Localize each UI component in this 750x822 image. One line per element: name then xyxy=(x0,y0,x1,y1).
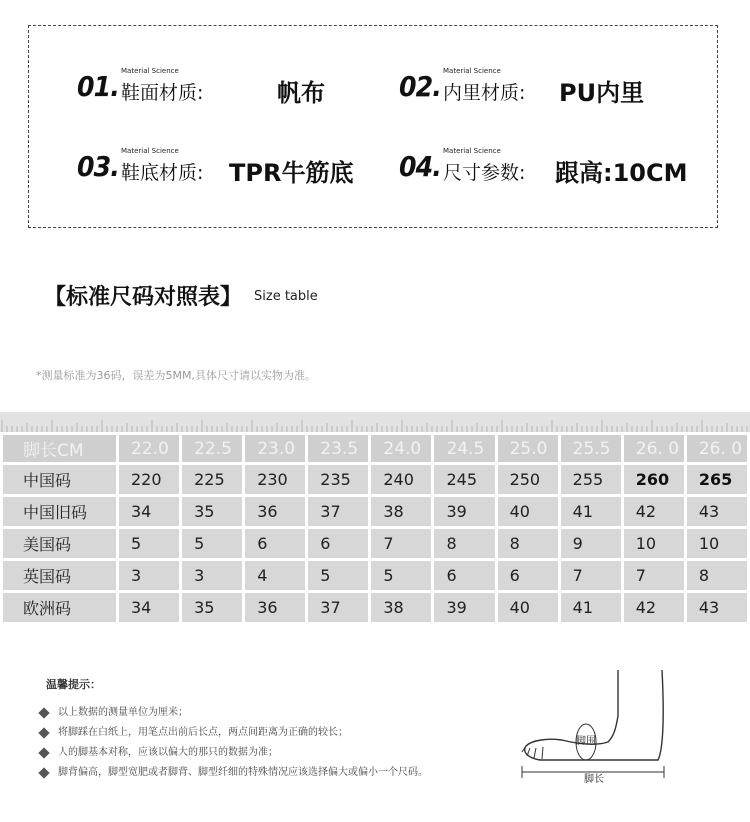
material-value: PU内里 xyxy=(559,79,645,107)
row-label: 英国码 xyxy=(3,561,116,590)
size-cell: 43 xyxy=(687,593,747,622)
size-cell: 36 xyxy=(245,497,305,526)
material-science-caption: Material Science xyxy=(443,147,501,155)
size-cell: 36 xyxy=(245,593,305,622)
material-science-caption: Material Science xyxy=(121,67,179,75)
size-cell: 39 xyxy=(434,593,494,622)
size-cell: 25.0 xyxy=(498,435,558,462)
material-label: 尺寸参数: xyxy=(443,162,526,184)
row-label: 脚长CM xyxy=(3,435,116,462)
material-number: 03. xyxy=(77,150,119,183)
size-cell: 250 xyxy=(498,465,558,494)
size-cell: 38 xyxy=(371,497,431,526)
material-number: 04. xyxy=(399,150,441,183)
size-table-row xyxy=(3,465,747,494)
material-item-size xyxy=(399,147,714,194)
material-number: 01. xyxy=(77,70,119,103)
material-value: 帆布 xyxy=(277,79,325,107)
material-science-caption: Material Science xyxy=(443,67,501,75)
size-cell: 23.0 xyxy=(245,435,305,462)
size-cell: 38 xyxy=(371,593,431,622)
size-cell: 42 xyxy=(624,497,684,526)
size-cell: 22.0 xyxy=(119,435,179,462)
material-label: 鞋面材质: xyxy=(121,82,204,104)
size-cell: 255 xyxy=(561,465,621,494)
size-cell: 10 xyxy=(624,529,684,558)
size-cell: 26. 0 xyxy=(687,435,747,462)
size-cell: 25.5 xyxy=(561,435,621,462)
size-table-title: 【标准尺码对照表】 xyxy=(44,285,243,310)
size-cell: 260 xyxy=(624,465,684,494)
material-label: 内里材质: xyxy=(443,82,526,104)
size-cell: 3 xyxy=(119,561,179,590)
size-cell: 7 xyxy=(561,561,621,590)
size-cell: 8 xyxy=(498,529,558,558)
tips-title: 温馨提示： xyxy=(46,678,101,691)
size-cell: 35 xyxy=(182,593,242,622)
size-cell: 6 xyxy=(434,561,494,590)
size-cell: 40 xyxy=(498,593,558,622)
size-cell: 5 xyxy=(371,561,431,590)
size-cell: 24.0 xyxy=(371,435,431,462)
size-table-row xyxy=(3,529,747,558)
size-cell: 9 xyxy=(561,529,621,558)
size-cell: 34 xyxy=(119,593,179,622)
material-item-lining xyxy=(399,67,709,114)
tip-text: 人的脚基本对称，应该以偏大的那只的数据为准； xyxy=(58,747,278,758)
size-cell: 5 xyxy=(119,529,179,558)
foot-measure-diagram xyxy=(518,668,688,784)
material-label: 鞋底材质: xyxy=(121,162,204,184)
size-cell: 8 xyxy=(687,561,747,590)
size-cell: 4 xyxy=(245,561,305,590)
tip-text: 脚背偏高，脚型宽肥或者脚背、脚型纤细的特殊情况应该选择偏大或偏小一个尺码。 xyxy=(58,767,428,778)
diamond-bullet-icon xyxy=(38,747,49,758)
size-cell: 7 xyxy=(624,561,684,590)
material-science-caption: Material Science xyxy=(121,147,179,155)
tip-item xyxy=(38,706,428,726)
tip-item xyxy=(38,746,428,766)
size-cell: 225 xyxy=(182,465,242,494)
material-item-upper xyxy=(77,67,377,114)
size-table-header-row xyxy=(3,435,747,462)
size-cell: 37 xyxy=(308,497,368,526)
diamond-bullet-icon xyxy=(38,767,49,778)
tip-item xyxy=(38,726,428,746)
size-cell: 26. 0 xyxy=(624,435,684,462)
size-table-row xyxy=(3,593,747,622)
size-cell: 10 xyxy=(687,529,747,558)
size-cell: 7 xyxy=(371,529,431,558)
tips-list xyxy=(38,706,428,786)
size-cell: 6 xyxy=(308,529,368,558)
tip-text: 以上数据的测量单位为厘米； xyxy=(58,707,188,718)
size-cell: 220 xyxy=(119,465,179,494)
ruler-strip xyxy=(0,412,750,432)
size-cell: 37 xyxy=(308,593,368,622)
size-table xyxy=(0,432,750,625)
size-cell: 235 xyxy=(308,465,368,494)
tip-text: 将脚踩在白纸上，用笔点出前后长点，两点间距离为正确的较长； xyxy=(58,727,348,738)
size-table-row xyxy=(3,561,747,590)
size-cell: 5 xyxy=(308,561,368,590)
size-cell: 230 xyxy=(245,465,305,494)
size-cell: 43 xyxy=(687,497,747,526)
size-cell: 22.5 xyxy=(182,435,242,462)
size-cell: 23.5 xyxy=(308,435,368,462)
material-item-sole xyxy=(77,147,397,194)
diamond-bullet-icon xyxy=(38,727,49,738)
row-label: 中国码 xyxy=(3,465,116,494)
size-cell: 34 xyxy=(119,497,179,526)
size-cell: 6 xyxy=(245,529,305,558)
length-label: 脚长 xyxy=(584,774,604,784)
material-number: 02. xyxy=(399,70,441,103)
size-cell: 40 xyxy=(498,497,558,526)
diamond-bullet-icon xyxy=(38,707,49,718)
size-cell: 41 xyxy=(561,497,621,526)
size-cell: 6 xyxy=(498,561,558,590)
material-value: TPR牛筋底 xyxy=(229,159,354,187)
size-cell: 265 xyxy=(687,465,747,494)
size-cell: 41 xyxy=(561,593,621,622)
size-cell: 245 xyxy=(434,465,494,494)
row-label: 欧洲码 xyxy=(3,593,116,622)
material-box xyxy=(28,25,718,228)
size-cell: 24.5 xyxy=(434,435,494,462)
size-cell: 42 xyxy=(624,593,684,622)
size-cell: 39 xyxy=(434,497,494,526)
size-cell: 240 xyxy=(371,465,431,494)
size-table-subtitle: Size table xyxy=(254,289,318,304)
size-table-row xyxy=(3,497,747,526)
size-cell: 3 xyxy=(182,561,242,590)
size-cell: 35 xyxy=(182,497,242,526)
girth-label: 脚围 xyxy=(576,736,596,747)
tip-item xyxy=(38,766,428,786)
material-value: 跟高:10CM xyxy=(555,159,688,187)
row-label: 美国码 xyxy=(3,529,116,558)
size-cell: 5 xyxy=(182,529,242,558)
size-cell: 8 xyxy=(434,529,494,558)
row-label: 中国旧码 xyxy=(3,497,116,526)
measurement-note: *测量标准为36码，误差为5MM,具体尺寸请以实物为准。 xyxy=(36,369,316,382)
